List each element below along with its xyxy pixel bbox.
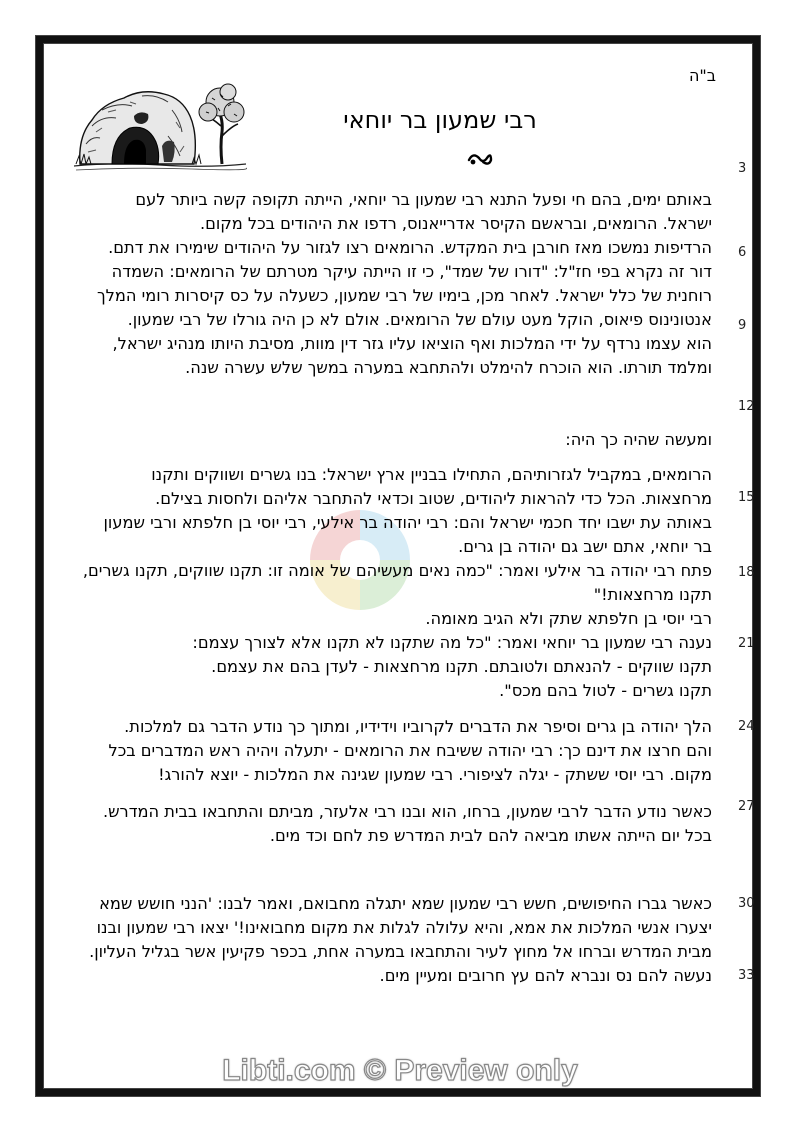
line-number: 30 [738,896,755,911]
page-title: רבי שמעון בר יוחאי [343,106,537,134]
text-line: הלך יהודה בן גרים וסיפר את הדברים לקרוביו וידידיו, ומתוך כך נודע הדבר גם למלכות. [124,717,712,736]
line-number: 3 [738,161,747,176]
bh-header: ב"ה [688,66,716,85]
text-line: יצערו אנשי המלכות את אמא, והיא עלולה לגלות את מקום מחבואינו!' יצאו רבי שמעון ובנו [96,918,712,937]
line-number: 18 [738,565,755,580]
text-line: מרחצאות. הכל כדי להראות ליהודים, שטוב וכדאי להתחבר אליהם ולחסות בצילם. [155,489,712,508]
text-line: הוא עצמו נרדף על ידי המלכות ואף הוציאו עליו גזר דין מוות, מסיבת היותו מנהיג ישראל, [112,334,712,353]
text-line: נעשה להם נס ונברא להם עץ חרובים ומעיין מים. [379,966,712,985]
paragraph [92,188,712,380]
paragraph [82,463,712,703]
text-line: בר יוחאי, אתם ישב גם יהודה בן גרים. [458,537,712,556]
text-line: נענה רבי שמעון בר יוחאי ואמר: "כל מה שתקנו לא תקנו אלא לצורך עצמם: [192,633,712,652]
text-line: רבי יוסי בן חלפתא שתק ולא הגיב מאומה. [425,609,712,628]
line-number: 6 [738,245,747,260]
paragraph [92,800,712,848]
line-number: 24 [738,719,755,734]
text-line: באותם ימים, בהם חי ופעל התנא רבי שמעון בר יוחאי, הייתה תקופה קשה ביותר לעם [135,190,712,209]
text-line: ומלמד תורתו. הוא הוכרח להימלט ולהתחבא במערה במשך שלש עשרה שנה. [185,358,712,377]
text-line: כאשר גברו החיפושים, חשש רבי שמעון שמא יתגלה מחבואם, ואמר לבנו: 'הנני חושש שמא [99,894,712,913]
cave-landscape-illustration [72,76,248,172]
text-line: מבית המדרש וברחו אל מחוץ לעיר והתחבאו במערה אחת, בכפר פקיעין אשר בגליל העליון. [89,942,712,961]
text-line: מקום. רבי יוסי ששתק - יגלה לציפורי. רבי שמעון שגינה את המלכות - יוצא להורג! [158,765,712,784]
text-line: פתח רבי יהודה בר אילעי ואמר: "כמה נאים מעשיהם של אומה זו: תקנו שווקים, תקנו גשרים, [82,561,712,580]
line-number: 33 [738,968,755,983]
text-line: הרדיפות נמשכו מאז חורבן בית המקדש. הרומאים רצו לגזור על היהודים שימירו את דתם. [108,238,712,257]
text-line: תקנו גשרים - לטול בהם מכס". [499,681,712,700]
text-line: כאשר נודע הדבר לרבי שמעון, ברחו, הוא ובנו רבי אלעזר, מביתם והתחבאו בבית המדרש. [102,802,712,821]
text-line: הרומאים, במקביל לגזרותיהם, התחילו בבניין ארץ ישראל: בנו גשרים ושווקים ותקנו [151,465,712,484]
line-number: 15 [738,490,755,505]
text-line: ומעשה שהיה כך היה: [565,430,712,449]
text-line: תקנו שווקים - להנאתם ולטובתם. תקנו מרחצאות - לעדן בהם את עצמם. [211,657,712,676]
text-line: בכל יום הייתה אשתו מביאה להם לבית המדרש פת לחם וכד מים. [269,826,712,845]
line-number: 12 [738,399,755,414]
line-number: 21 [738,636,755,651]
text-line: אנטונינוס פיאוס, הוקל מעט עולם של הרומאים. אולם לא כן היה גורלו של רבי שמעון. [127,310,712,329]
text-line: תקנו מרחצאות!" [593,585,712,604]
ornament-swirl-icon [467,150,493,168]
line-number: 9 [738,318,747,333]
paragraph [92,428,712,452]
preview-watermark: Libti.com © Preview only [222,1054,578,1087]
line-number: 27 [738,799,755,814]
paragraph [89,892,712,988]
text-line: באותה עת ישבו יחד חכמי ישראל והם: רבי יהודה בר אילעי, רבי יוסי בן חלפתא ורבי שמעון [103,513,712,532]
text-line: ישראל. הרומאים, ובראשם הקיסר אדרייאנוס, רדפו את היהודים בכל מקום. [199,214,712,233]
paragraph [92,715,712,787]
text-line: רוחנית של כלל ישראל. לאחר מכן, בימיו של רבי שמעון, כשעלה על כס קיסרות רומי המלך [96,286,712,305]
text-line: דור זה נקרא בפי חז"ל: "דורו של שמד", כי זו הייתה עיקר מטרתם של הרומאים: השמדה [111,262,712,281]
text-line: והם חרצו את דינם כך: רבי יהודה ששיבח את הרומאים - יתעלה ויהיה ראש המדברים בכל [108,741,712,760]
